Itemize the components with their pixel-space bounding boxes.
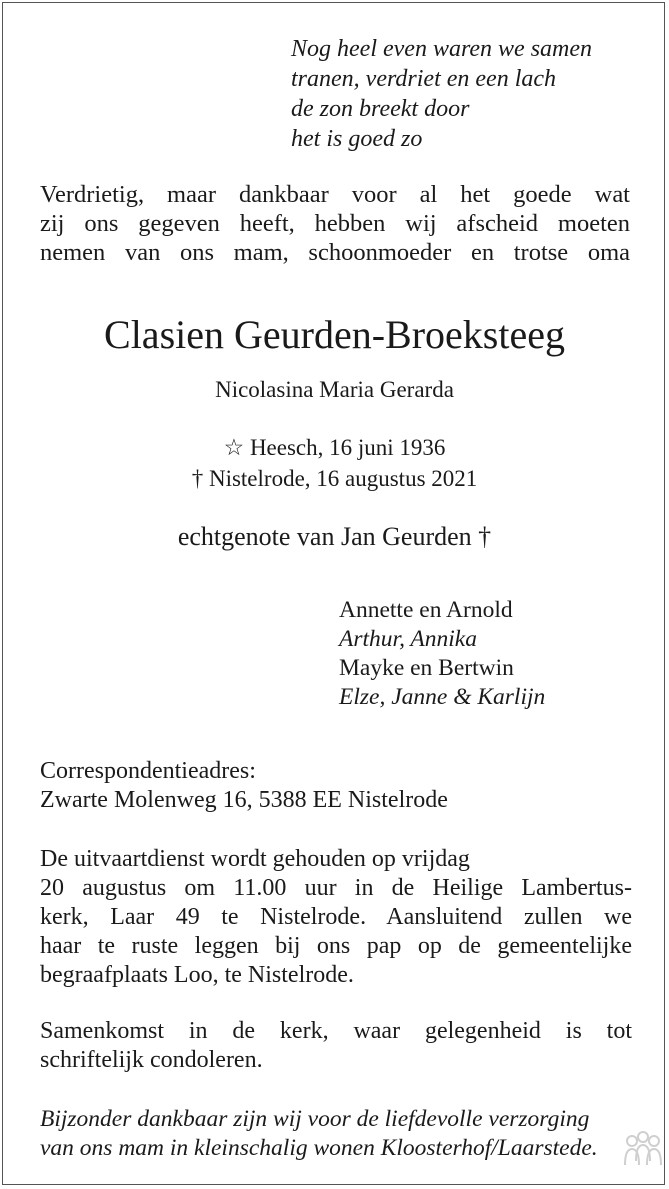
poem (291, 34, 592, 154)
intro-text (40, 180, 630, 267)
thanks-line: Bijzonder dankbaar zijn wij voor de liefdevolle verzorging (40, 1106, 590, 1132)
funeral-service-block (40, 845, 632, 990)
family-member: Annette en Arnold (339, 597, 513, 623)
grandchildren: Elze, Janne & Karlijn (339, 684, 546, 710)
intro-line: Verdrietig, maar dankbaar voor al het goede wat (40, 181, 630, 208)
poem-line: tranen, verdriet en een lach (291, 66, 557, 92)
life-dates (0, 432, 669, 494)
deceased-name: Clasien Geurden-Broeksteeg (104, 312, 565, 357)
family-member: Mayke en Bertwin (339, 655, 514, 681)
thanks-line: van ons mam in kleinschalig wonen Kloosterhof/Laarstede. (40, 1135, 598, 1161)
poem-line: de zon breekt door (291, 96, 470, 122)
family-list (339, 596, 545, 712)
death-date: † Nistelrode, 16 augustus 2021 (191, 466, 478, 491)
given-names: Nicolasina Maria Gerarda (215, 377, 454, 402)
intro-line: zij ons gegeven heeft, hebben wij afscheid moeten (40, 210, 630, 237)
meeting-line: schriftelijk condoleren. (40, 1047, 263, 1073)
correspondence-address: Zwarte Molenweg 16, 5388 EE Nistelrode (40, 787, 448, 813)
spouse-line: echtgenote van Jan Geurden † (177, 522, 492, 551)
service-line: haar te ruste leggen bij ons pap op de gemeentelijke (40, 933, 632, 959)
grandchildren: Arthur, Annika (339, 626, 477, 652)
poem-line: het is goed zo (291, 126, 423, 152)
people-logo-icon (622, 1131, 664, 1169)
service-line: kerk, Laar 49 te Nistelrode. Aansluitend zullen we (40, 904, 632, 930)
service-line: De uitvaartdienst wordt gehouden op vrijdag (40, 846, 470, 872)
correspondence-label: Correspondentieadres: (40, 758, 256, 784)
meeting-block (40, 1017, 632, 1075)
poem-line: Nog heel even waren we samen (291, 36, 593, 62)
birth-date: ☆ Heesch, 16 juni 1936 (223, 435, 446, 460)
intro-line: nemen van ons mam, schoonmoeder en trotse oma (40, 239, 630, 266)
service-line: begraafplaats Loo, te Nistelrode. (40, 962, 354, 988)
correspondence-block (40, 757, 632, 815)
thanks-block (40, 1105, 632, 1163)
service-line: 20 augustus om 11.00 uur in de Heilige Lambertus- (40, 875, 632, 901)
meeting-line: Samenkomst in de kerk, waar gelegenheid is tot (40, 1018, 632, 1044)
